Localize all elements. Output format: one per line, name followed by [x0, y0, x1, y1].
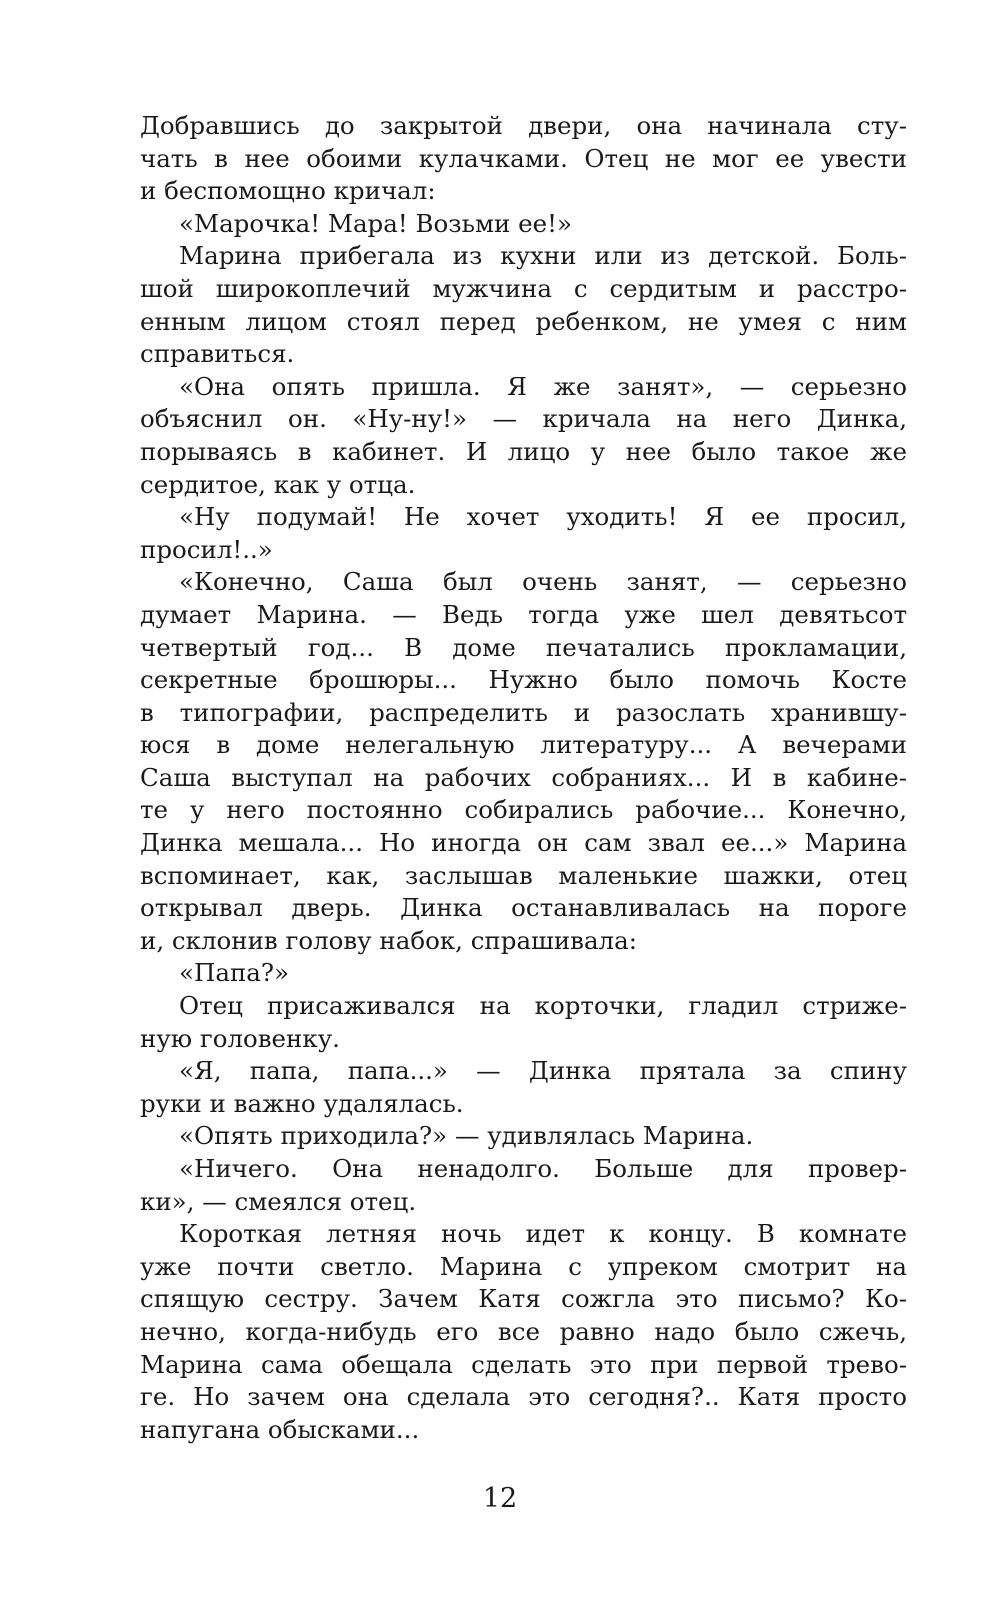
text-line: в типографии, распределить и разослать хранившу- [140, 697, 907, 727]
text-line: «Марочка! Мара! Возьми ее!» [179, 208, 572, 238]
text-line: «Я, папа, папа...» — Динка прятала за спину [179, 1056, 907, 1086]
text-line: «Ну подумай! Не хочет уходить! Я ее просил, [179, 502, 907, 532]
text-line: ную головенку. [140, 1023, 340, 1053]
text-line: вспоминает, как, заслышав маленькие шажки, отец [140, 860, 907, 890]
body-text [140, 110, 907, 1446]
text-line: енным лицом стоял перед ребенком, не умея с ним [140, 306, 907, 336]
text-line: спящую сестру. Зачем Катя сожгла это письмо? Ко- [140, 1284, 907, 1314]
text-line: думает Марина. — Ведь тогда уже шел девятьсот [140, 599, 907, 629]
text-line: «Конечно, Саша был очень занят, — серьезно [179, 567, 907, 597]
text-line: Короткая летняя ночь идет к концу. В комнате [179, 1219, 907, 1249]
text-line: «Она опять пришла. Я же занят», — серьезно [179, 371, 907, 401]
text-line: те у него постоянно собирались рабочие... Конечно, [140, 795, 907, 825]
text-line: ки», — смеялся отец. [140, 1186, 417, 1216]
text-line: Добравшись до закрытой двери, она начинала сту- [140, 111, 907, 140]
text-line: открывал дверь. Динка останавливалась на пороге [140, 893, 907, 923]
text-line: Отец присаживался на корточки, гладил стриже- [179, 991, 907, 1021]
text-line: руки и важно удалялась. [140, 1088, 464, 1118]
text-line: нечно, когда-нибудь его все равно надо было сжечь, [140, 1316, 907, 1346]
text-line: напугана обысками... [140, 1414, 420, 1444]
text-line: объяснил он. «Ну-ну!» — кричала на него Динка, [140, 404, 907, 434]
text-line: юся в доме нелегальную литературу... А вечерами [140, 730, 907, 760]
text-line: сердитое, как у отца. [140, 469, 416, 499]
text-line: «Опять приходила?» — удивлялась Марина. [179, 1121, 754, 1151]
text-line: Марина сама обещала сделать это при первой трево- [140, 1349, 907, 1379]
text-line: секретные брошюры... Нужно было помочь Косте [140, 665, 907, 695]
text-line: Марина прибегала из кухни или из детской. Боль- [179, 241, 907, 271]
text-line: и, склонив голову набок, спрашивала: [140, 925, 637, 955]
text-line: порываясь в кабинет. И лицо у нее было такое же [140, 436, 907, 466]
text-line: «Ничего. Она ненадолго. Больше для провер- [179, 1154, 907, 1183]
text-line: ге. Но зачем она сделала это сегодня?.. Катя просто [140, 1382, 907, 1412]
text-line: уже почти светло. Марина с упреком смотрит на [140, 1251, 907, 1281]
text-line: чать в нее обоими кулачками. Отец не мог ее увести [140, 143, 907, 173]
text-line: просил!..» [140, 534, 273, 564]
text-line: «Папа?» [179, 958, 290, 988]
text-line: шой широкоплечий мужчина с сердитым и расстро- [140, 273, 907, 303]
page-number: 12 [482, 1483, 518, 1514]
text-line: Динка мешала... Но иногда он сам звал ее...» Марина [140, 828, 907, 858]
text-line: справиться. [140, 339, 295, 369]
text-line: и беспомощно кричал: [140, 176, 436, 206]
text-line: четвертый год... В доме печатались прокламации, [140, 632, 907, 662]
text-line: Саша выступал на рабочих собраниях... И в кабине- [140, 762, 907, 792]
